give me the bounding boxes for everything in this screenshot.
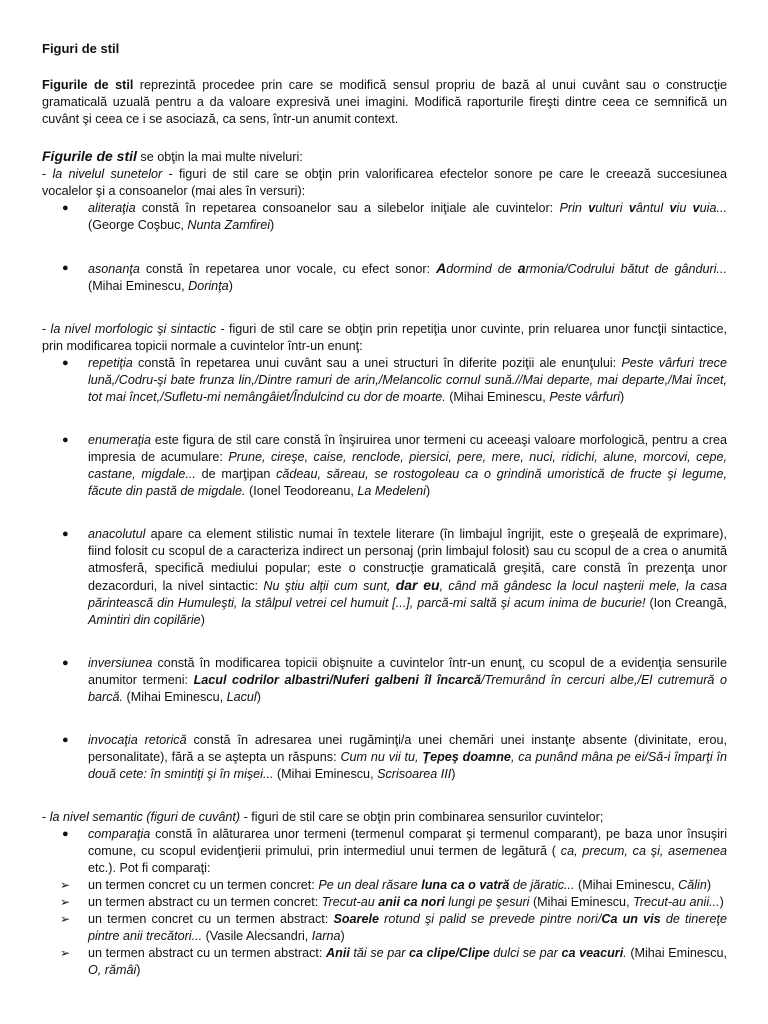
example-quote: Adormind de armonia/Codrului bătut de gânduri...	[436, 260, 727, 276]
arrow-bullet-icon: ➢	[60, 878, 71, 892]
level-semantic-name: la nivel semantic (figuri de cuvânt)	[49, 810, 241, 824]
work-title: La Medeleni	[357, 484, 426, 498]
list-item-aliteratia: ● aliteraţia constă în repetarea consoanelor sau a silebelor iniţiale ale cuvintelor: Prin vulturi vântul viu vuia... (George Coşbuc, Nunta Zamfirei)	[62, 201, 727, 232]
work-title: Călin	[678, 878, 707, 892]
level-morph-heading: - la nivel morfologic şi sintactic - figuri de stil care se obţin prin repetiţia unor cuvinte, prin reluarea unor funcţii sintactice, prin modificarea topicii normale a cuvintelor într-un enunţ:	[42, 322, 727, 353]
example-quote: cădeau, săreau, se rostogoleau ca o grindină umoristică de fructe şi legume, făcute din pastă de migdale.	[88, 467, 727, 498]
bullet-icon: ●	[62, 828, 69, 840]
list-item-enumeratia: ● enumeraţia este figura de stil care constă în înşiruirea unor termeni cu aceeaşi valoare morfologică, pentru a crea impresia de acumulare: Prune, cireşe, caise, renclode, piersici, pere, mere, nuci, ridichi, alune, morcovi, cepe, castane, migdale... de marţipan cădeau, săreau, se rostogoleau ca o grindină umoristică de fructe şi legume, făcute din pastă de migdale. (Ionel Teodoreanu, La Medeleni)	[62, 433, 727, 498]
level-semantic-heading: - la nivel semantic (figuri de cuvânt) - figuri de stil care se obţin prin combinarea sensurilor cuvintelor;	[42, 810, 604, 824]
example-quote: Peste vârfuri trece lună,/Codru-şi bate frunza lin,/Dintre ramuri de arin,/Melancolic cornul sună.//Mai departe, mai departe,/Mai încet, tot mai încet,/Sufletu-mi nemângâiet/Îndulcind cu dor de moarte.	[88, 356, 727, 404]
bullet-icon: ●	[62, 434, 69, 446]
example-quote: Prune, cireşe, caise, renclode, piersici, pere, mere, nuci, ridichi, alune, morcovi, cepe, castane, migdale...	[88, 450, 727, 481]
page-title: Figuri de stil	[42, 41, 120, 56]
levels-intro	[42, 148, 727, 166]
example-quote: Soarele rotund şi palid se prevede pintre nori/Ca un vis de tinereţe pintre anii trecători...	[88, 912, 728, 943]
level-semantic-list	[42, 826, 727, 877]
list-item-abstract-concrete: ➢ un termen abstract cu un termen concret: Trecut-au anii ca nori lungi pe şesuri (Mihai Eminescu, Trecut-au anii...)	[60, 895, 724, 909]
example-quote: Pe un deal răsare luna ca o vatră de jăratic...	[318, 878, 575, 892]
level-morph-name: la nivel morfologic şi sintactic	[50, 322, 217, 336]
work-title: Iarna	[311, 929, 341, 943]
list-item-inversiunea: ● inversiunea constă în modificarea topicii obişnuite a cuvintelor într-un enunţ, cu scopul de a evidenţia sensurile anumitor termeni: Lacul codrilor albastri/Nuferi galbeni îl încarcă/Tremurând în cercuri albe,/El cutremură o barcă. (Mihai Eminescu, Lacul)	[62, 656, 727, 704]
list-item-asonanta: ● asonanţa constă în repetarea unor vocale, cu efect sonor: Adormind de armonia/Codrului bătut de gânduri... (Mihai Eminescu, Dorinţa)	[62, 260, 727, 293]
document-page	[42, 40, 727, 979]
list-item-concrete-abstract: ➢ un termen concret cu un termen abstract: Soarele rotund şi palid se prevede pintre nori/Ca un vis de tinereţe pintre anii trecători... (Vasile Alecsandri, Iarna)	[60, 912, 728, 943]
comparison-types-list	[42, 877, 727, 979]
work-title: Amintiri din copilărie	[88, 613, 201, 627]
example-quote: Anii tăi se par ca clipe/Clipe dulci se par ca veacuri.	[326, 946, 627, 960]
intro-term: Figurile de stil	[42, 78, 134, 92]
intro-paragraph	[42, 77, 727, 128]
example-quote: Nu ştiu alţii cum sunt, dar eu, când mă gândesc la locul naşterii mele, la casa părintească din Humuleşti, la stâlpul vetrei cel humuit [...], parcă-mi saltă şi acum inima de bucurie!	[88, 577, 728, 610]
work-title: Lacul	[226, 690, 257, 704]
bullet-icon: ●	[62, 262, 69, 274]
example-quote: Prin vulturi vântul viu vuia...	[559, 201, 727, 215]
work-title: Trecut-au anii...	[633, 895, 720, 909]
level-morph-list	[42, 355, 727, 783]
level-sounds-list	[42, 200, 727, 295]
bullet-icon: ●	[62, 657, 69, 669]
bullet-icon: ●	[62, 357, 69, 369]
bullet-icon: ●	[62, 528, 69, 540]
example-quote: Cum nu vii tu, Ţepeş doamne, ca punând mâna pe ei/Să-i împarţi în două cete: în smintiţi şi în mişei...	[88, 750, 727, 781]
list-item-concrete-concrete: ➢ un termen concret cu un termen concret: Pe un deal răsare luna ca o vatră de jăratic... (Mihai Eminescu, Călin)	[60, 878, 712, 892]
work-title: Dorinţa	[188, 279, 229, 293]
bullet-icon: ●	[62, 202, 69, 214]
example-quote: Trecut-au anii ca nori lungi pe şesuri	[321, 895, 530, 909]
level-sounds-name: la nivelul sunetelor	[52, 167, 163, 181]
work-title: Nunta Zamfirei	[187, 218, 270, 232]
arrow-bullet-icon: ➢	[60, 895, 71, 909]
levels-intro-text: se obţin la mai multe niveluri:	[136, 150, 303, 164]
list-item-abstract-abstract: ➢ un termen abstract cu un termen abstract: Anii tăi se par ca clipe/Clipe dulci se par ca veacuri. (Mihai Eminescu, O, rămâi)	[60, 946, 728, 977]
list-item-invocatia: ● invocaţia retorică constă în adresarea unei rugăminţi/a unei chemări unei instanţe absente (divinitate, erou, personalitate), fără a se aştepta un răspuns: Cum nu vii tu, Ţepeş doamne, ca punând mâna pe ei/Să-i împarţi în două cete: în smintiţi şi în mişei... (Mihai Eminescu, Scrisoarea III)	[62, 733, 727, 781]
arrow-bullet-icon: ➢	[60, 912, 71, 926]
arrow-bullet-icon: ➢	[60, 946, 71, 960]
bullet-icon: ●	[62, 734, 69, 746]
work-title: Scrisoarea III	[377, 767, 452, 781]
level-sounds-heading: - la nivelul sunetelor - figuri de stil care se obţin prin valorificarea efectelor sonore pe care le creează succesiunea vocalelor şi a consoanelor (mai ales în versuri):	[42, 167, 728, 198]
list-item-comparatia: ● comparaţia constă în alăturarea unor termeni (termenul comparat şi termenul comparant), pe baza unor însuşiri comune, cu scopul evidenţierii primului, prin intermediul unui termen de legătură ( ca, precum, ca şi, asemenea etc.). Pot fi comparaţi:	[62, 827, 727, 875]
example-quote: Lacul codrilor albastri/Nuferi galbeni îl încarcă/Tremurând în cercuri albe,/El cutremură o barcă.	[88, 673, 727, 704]
list-item-repetitia: ● repetiţia constă în repetarea unui cuvânt sau a unei structuri în diferite poziţii ale enunţului: Peste vârfuri trece lună,/Codru-şi bate frunza lin,/Dintre ramuri de arin,/Melancolic cornul sună.//Mai departe, mai departe,/Mai încet, tot mai încet,/Sufletu-mi nemângâiet/Îndulcind cu dor de moarte. (Mihai Eminescu, Peste vârfuri)	[62, 356, 727, 404]
work-title: Peste vârfuri	[549, 390, 621, 404]
levels-intro-term: Figurile de stil	[42, 148, 137, 164]
list-item-anacolutul: ● anacolutul apare ca element stilistic numai în textele literare (în limbajul îngrijit, este o greşeală de exprimare), fiind folosit cu scopul de a caracteriza indirect un personaj (prin limbajul folosit) sau cu scopul de a crea o anumită atmosferă, specifică mediului popular; este o construcţie gramaticală greşită, care constă în prezenţa unor dezacorduri, la nivel sintactic: Nu ştiu alţii cum sunt, dar eu, când mă gândesc la locul naşterii mele, la casa părintească din Humuleşti, la stâlpul vetrei cel humuit [...], parcă-mi saltă şi acum inima de bucurie! (Ion Creangă, Amintiri din copilărie)	[62, 527, 728, 627]
work-title: O, rămâi	[88, 963, 137, 977]
intro-text: reprezintă procedee prin care se modifică sensul propriu de bază al unui cuvânt sau o construcţie gramaticală uzuală pentru a da valoare expresivă unei imagini. Modifică raporturile fireşti dintre ceea ce semnifică un cuvânt şi ceea ce i se asociază, ca sens, într-un anumit context.	[42, 78, 727, 126]
